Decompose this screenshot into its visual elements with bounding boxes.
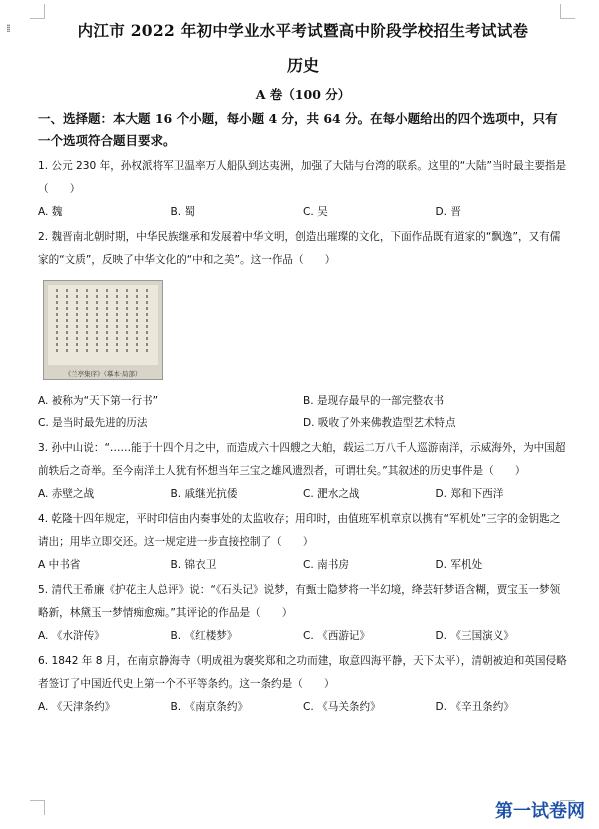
option-d[interactable]: D. 军机处: [435, 559, 483, 571]
question-1-options: [38, 201, 568, 223]
question-5-options: [38, 625, 568, 647]
option-d[interactable]: D. 郑和下西洋: [435, 488, 504, 500]
option-a[interactable]: A. 魏: [38, 206, 63, 218]
option-c[interactable]: C. 《西游记》: [303, 630, 371, 642]
volume-heading: A 卷（100 分）: [255, 87, 351, 102]
question-4-options: [38, 554, 568, 576]
calligraphy-photo: [48, 285, 158, 365]
option-b[interactable]: B. 《南京条约》: [170, 701, 249, 713]
option-a[interactable]: A. 《水浒传》: [38, 630, 105, 642]
crop-mark-top-left: [30, 4, 45, 19]
option-d[interactable]: D. 《辛丑条约》: [435, 701, 514, 713]
option-a[interactable]: A. 《天津条约》: [38, 701, 116, 713]
drag-handle-icon[interactable]: ⁞⁞: [6, 22, 9, 35]
question-2-options-row2: [38, 412, 568, 434]
option-b[interactable]: B. 戚继光抗倭: [170, 488, 238, 500]
option-c[interactable]: C. 《马关条约》: [303, 701, 381, 713]
option-d[interactable]: D. 《三国演义》: [435, 630, 514, 642]
option-c[interactable]: C. 是当时最先进的历法: [38, 417, 148, 429]
option-d[interactable]: D. 晋: [435, 206, 461, 218]
option-c[interactable]: C. 吴: [303, 206, 328, 218]
calligraphy-image: [43, 280, 163, 380]
question-2: 2. 魏晋南北朝时期，中华民族继承和发展着中华文明，创造出璀璨的文化，下面作品既有道家的“飘逸”，又有儒家的“文质”，反映了中华文化的“中和之美”。这一作品（ ）: [38, 231, 561, 266]
option-c[interactable]: C. 南书房: [303, 559, 349, 571]
option-b[interactable]: B. 《红楼梦》: [170, 630, 238, 642]
option-b[interactable]: B. 锦衣卫: [170, 559, 217, 571]
figure-caption: 《兰亭集序》（摹本·局部）: [64, 370, 142, 378]
question-3-options: [38, 483, 568, 505]
option-d[interactable]: D. 吸收了外来佛教造型艺术特点: [303, 417, 456, 429]
question-2-options-row1: [38, 390, 568, 412]
exam-title: 内江市 2022 年初中学业水平考试暨高中阶段学校招生考试试卷: [77, 21, 529, 40]
crop-mark-top-right: [560, 4, 575, 19]
question-6-options: [38, 696, 568, 718]
exam-page: [38, 18, 568, 718]
option-c[interactable]: C. 淝水之战: [303, 488, 360, 500]
question-1: 1. 公元 230 年，孙权派将军卫温率万人船队到达夷洲，加强了大陆与台湾的联系。这里的“大陆”当时最主要指是（ ）: [38, 160, 567, 195]
option-b[interactable]: B. 蜀: [170, 206, 196, 218]
question-4: 4. 乾隆十四年规定，平时印信由内奏事处的太监收存；用印时，由值班军机章京以携有“军机处”三字的金钥匙之请出；用毕立即交还。这一规定进一步直接控制了（ ）: [38, 513, 561, 548]
question-6: 6. 1842 年 8 月，在南京静海寺（明成祖为褒奖郑和之功而建，取意四海平静，天下太平），清朝被迫和英国侵略者签订了中国近代史上第一个不平等条约。这一条约是（ ）: [38, 655, 567, 690]
question-5: 5. 清代王希廉《护花主人总评》说：“《石头记》说梦，有甄士隐梦将一半幻境，绛芸轩梦语含糊，贾宝玉一梦领略新，林黛玉一梦情痴愈痴。”其评论的作品是（ ）: [38, 584, 561, 619]
option-a[interactable]: A. 被称为“天下第一行书”: [38, 395, 159, 407]
site-watermark: 第一试卷网: [495, 801, 585, 822]
question-3: 3. 孙中山说：“……能于十四个月之中，而造成六十四艘之大舶，载运二万八千人巡游南洋，示威海外，为中国超前轶后之奇举。至今南洋土人犹有怀想当年三宝之雄风遗烈者，可谓壮矣。”其叙述的历史事件是（ ）: [38, 442, 566, 477]
option-a[interactable]: A. 赤壁之战: [38, 488, 95, 500]
section-instructions: 一、选择题：本大题 16 个小题，每小题 4 分，共 64 分。在每小题给出的四个选项中，只有一个选项符合题目要求。: [38, 111, 558, 148]
crop-mark-bottom-left: [30, 800, 45, 815]
option-b[interactable]: B. 是现存最早的一部完整农书: [303, 395, 445, 407]
option-a[interactable]: A 中书省: [38, 559, 81, 571]
subject-heading: 历史: [286, 56, 319, 75]
